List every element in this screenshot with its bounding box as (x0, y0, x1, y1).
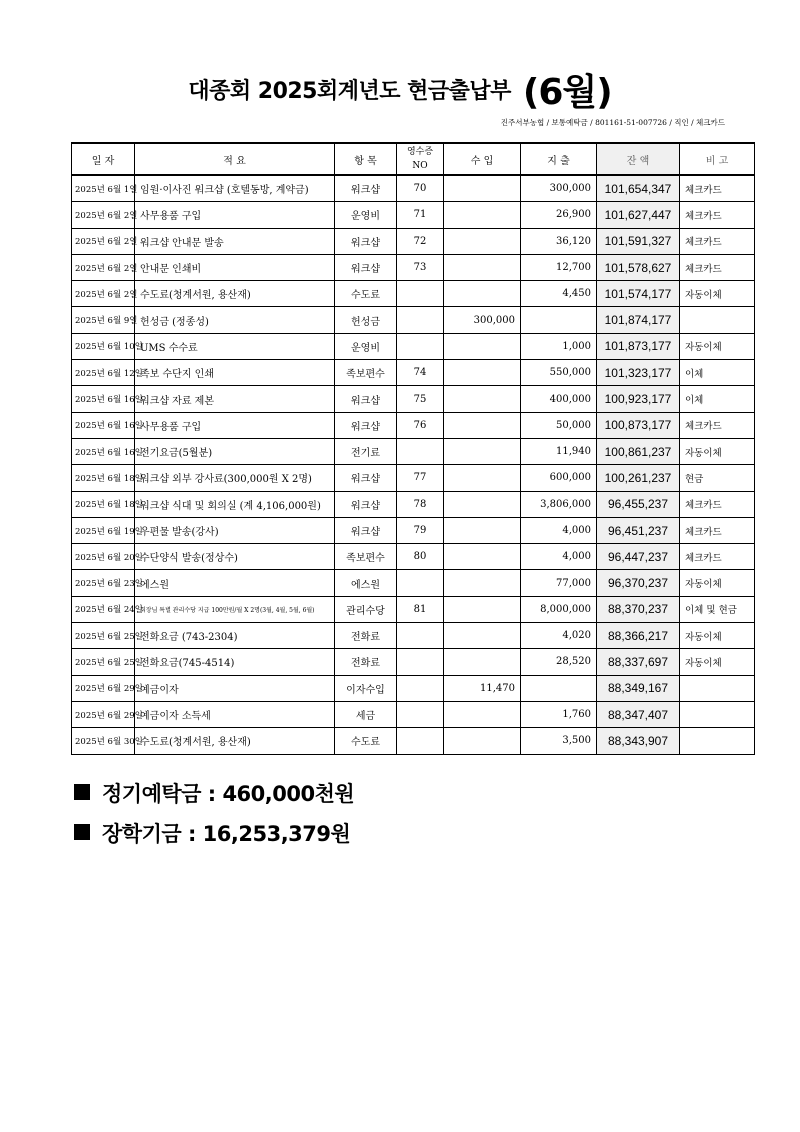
cell-item: 에스원 (335, 570, 397, 596)
cell-receipt-no: 79 (397, 517, 444, 543)
cell-receipt-no: 81 (397, 596, 444, 622)
cell-receipt-no (397, 675, 444, 701)
cell-balance: 96,451,237 (597, 517, 680, 543)
cell-expense: 4,000 (521, 517, 597, 543)
cell-item: 워크샵 (335, 254, 397, 280)
summary-text: 정기예탁금 : 460,000천원 (102, 782, 355, 806)
cell-income: 300,000 (444, 307, 521, 333)
table-row (72, 333, 755, 359)
cell-item: 족보편수 (335, 544, 397, 570)
cell-income (444, 728, 521, 754)
cell-date: 2025년 6월 16일 (72, 412, 135, 438)
cell-expense: 550,000 (521, 360, 597, 386)
cell-item: 헌성금 (335, 307, 397, 333)
cell-date: 2025년 6월 29일 (72, 701, 135, 727)
col-header-expense: 지 출 (521, 143, 597, 175)
table-row (72, 307, 755, 333)
cell-balance: 100,923,177 (597, 386, 680, 412)
table-row (72, 570, 755, 596)
square-bullet-icon (74, 784, 90, 800)
table-header-row (72, 143, 755, 175)
cell-description: 헌성금 (정종성) (135, 307, 335, 333)
cell-remarks: 자동이체 (680, 570, 755, 596)
table-row (72, 360, 755, 386)
cell-balance: 101,578,627 (597, 254, 680, 280)
cell-item: 족보편수 (335, 360, 397, 386)
cell-balance: 101,627,447 (597, 202, 680, 228)
cell-receipt-no (397, 570, 444, 596)
table-row (72, 281, 755, 307)
col-header-receipt-no: 영수증 NO (397, 143, 444, 175)
cell-date: 2025년 6월 18일 (72, 491, 135, 517)
cell-receipt-no (397, 333, 444, 359)
table-row (72, 254, 755, 280)
cell-expense: 1,760 (521, 701, 597, 727)
summary-fixed-deposit (74, 778, 354, 808)
cell-income (444, 517, 521, 543)
cell-expense: 1,000 (521, 333, 597, 359)
cell-item: 워크샵 (335, 386, 397, 412)
cell-date: 2025년 6월 16일 (72, 438, 135, 464)
cell-income (444, 175, 521, 202)
cell-date: 2025년 6월 18일 (72, 465, 135, 491)
cell-description: 에스원 (135, 570, 335, 596)
title-month: (6월) (522, 72, 612, 113)
cell-income (444, 544, 521, 570)
cell-description: 사무용품 구입 (135, 412, 335, 438)
cell-receipt-no (397, 623, 444, 649)
cell-description: 전기요금(5월분) (135, 438, 335, 464)
cell-balance: 88,366,217 (597, 623, 680, 649)
col-header-remarks: 비 고 (680, 143, 755, 175)
cell-description: 사무용품 구입 (135, 202, 335, 228)
table-row (72, 649, 755, 675)
cell-balance: 100,861,237 (597, 438, 680, 464)
cell-remarks (680, 307, 755, 333)
cell-remarks (680, 675, 755, 701)
cell-remarks: 체크카드 (680, 202, 755, 228)
cell-date: 2025년 6월 23일 (72, 570, 135, 596)
cell-date: 2025년 6월 2일 (72, 254, 135, 280)
cell-balance: 96,455,237 (597, 491, 680, 517)
summary-text: 장학기금 : 16,253,379원 (102, 822, 351, 846)
cell-income (444, 438, 521, 464)
cell-expense: 4,020 (521, 623, 597, 649)
cell-balance: 88,349,167 (597, 675, 680, 701)
cell-description: 수단양식 발송(정상수) (135, 544, 335, 570)
account-info: 진주서부농협 / 보통예탁금 / 801161-51-007726 / 직인 / 체크카드 (500, 118, 725, 127)
cell-date: 2025년 6월 24일 (72, 596, 135, 622)
cell-item: 워크샵 (335, 228, 397, 254)
cell-expense: 50,000 (521, 412, 597, 438)
cell-expense: 600,000 (521, 465, 597, 491)
cell-balance: 101,574,177 (597, 281, 680, 307)
cell-income (444, 623, 521, 649)
cell-remarks: 자동이체 (680, 649, 755, 675)
table-row (72, 544, 755, 570)
table-row (72, 228, 755, 254)
cell-date: 2025년 6월 19일 (72, 517, 135, 543)
cell-item: 운영비 (335, 202, 397, 228)
cell-date: 2025년 6월 9일 (72, 307, 135, 333)
cell-balance: 100,873,177 (597, 412, 680, 438)
cell-income (444, 465, 521, 491)
cell-expense: 26,900 (521, 202, 597, 228)
table-row (72, 412, 755, 438)
cell-expense: 8,000,000 (521, 596, 597, 622)
table-row (72, 675, 755, 701)
cell-remarks: 체크카드 (680, 491, 755, 517)
table-row (72, 728, 755, 754)
cell-item: 전화료 (335, 623, 397, 649)
cell-expense: 300,000 (521, 175, 597, 202)
cell-balance: 96,370,237 (597, 570, 680, 596)
cell-remarks: 체크카드 (680, 175, 755, 202)
cell-receipt-no: 74 (397, 360, 444, 386)
cell-balance: 96,447,237 (597, 544, 680, 570)
cell-balance: 88,370,237 (597, 596, 680, 622)
cash-ledger-table (71, 142, 755, 755)
cell-receipt-no: 72 (397, 228, 444, 254)
cell-receipt-no (397, 438, 444, 464)
cell-income (444, 596, 521, 622)
cell-item: 전기료 (335, 438, 397, 464)
table-row (72, 701, 755, 727)
cell-receipt-no (397, 649, 444, 675)
cell-description: 수도료(청계서원, 용산재) (135, 728, 335, 754)
summary-scholarship-fund (74, 818, 350, 848)
cell-description: 워크샵 식대 및 회의실 (계 4,106,000원) (135, 491, 335, 517)
ledger-body (72, 175, 755, 754)
cell-remarks: 자동이체 (680, 623, 755, 649)
table-row (72, 623, 755, 649)
cell-expense (521, 307, 597, 333)
cell-expense: 4,000 (521, 544, 597, 570)
cell-remarks: 자동이체 (680, 438, 755, 464)
cell-income (444, 254, 521, 280)
cell-receipt-no: 76 (397, 412, 444, 438)
cell-item: 관리수당 (335, 596, 397, 622)
cell-income (444, 281, 521, 307)
cell-expense (521, 675, 597, 701)
cell-date: 2025년 6월 1일 (72, 175, 135, 202)
cell-expense: 77,000 (521, 570, 597, 596)
cell-remarks: 현금 (680, 465, 755, 491)
cell-description: 회장님 특별 관리수당 지급 100만원/월 X 2명(3월, 4월, 5월, 6월) (135, 596, 335, 622)
cell-receipt-no (397, 728, 444, 754)
cell-description: 안내문 인쇄비 (135, 254, 335, 280)
cell-balance: 101,873,177 (597, 333, 680, 359)
cell-remarks: 체크카드 (680, 412, 755, 438)
cell-balance: 101,874,177 (597, 307, 680, 333)
cell-balance: 88,337,697 (597, 649, 680, 675)
cell-income (444, 649, 521, 675)
cell-expense: 3,806,000 (521, 491, 597, 517)
cell-date: 2025년 6월 16일 (72, 386, 135, 412)
cell-description: UMS 수수료 (135, 333, 335, 359)
cell-remarks: 이체 (680, 386, 755, 412)
cell-description: 워크샵 자료 제본 (135, 386, 335, 412)
cell-description: 임원·이사진 워크샵 (호텔동방, 계약금) (135, 175, 335, 202)
cell-item: 전화료 (335, 649, 397, 675)
col-header-balance: 잔 액 (597, 143, 680, 175)
cell-item: 운영비 (335, 333, 397, 359)
cell-income: 11,470 (444, 675, 521, 701)
cell-item: 수도료 (335, 728, 397, 754)
cell-description: 워크샵 안내문 발송 (135, 228, 335, 254)
cell-receipt-no: 70 (397, 175, 444, 202)
cell-description: 족보 수단지 인쇄 (135, 360, 335, 386)
cell-description: 전화요금(745-4514) (135, 649, 335, 675)
table-row (72, 202, 755, 228)
table-row (72, 386, 755, 412)
cell-remarks: 체크카드 (680, 254, 755, 280)
cell-remarks: 체크카드 (680, 228, 755, 254)
cell-description: 우편물 발송(강사) (135, 517, 335, 543)
title-text: 대종회 2025회계년도 현금출납부 (188, 79, 511, 104)
cell-income (444, 333, 521, 359)
cell-income (444, 491, 521, 517)
cell-receipt-no: 77 (397, 465, 444, 491)
cell-date: 2025년 6월 2일 (72, 281, 135, 307)
cell-expense: 28,520 (521, 649, 597, 675)
cell-date: 2025년 6월 29일 (72, 675, 135, 701)
cell-income (444, 570, 521, 596)
cell-date: 2025년 6월 30일 (72, 728, 135, 754)
cell-receipt-no: 80 (397, 544, 444, 570)
col-header-item: 항 목 (335, 143, 397, 175)
cell-item: 수도료 (335, 281, 397, 307)
table-row (72, 491, 755, 517)
col-header-date: 일 자 (72, 143, 135, 175)
cell-date: 2025년 6월 2일 (72, 228, 135, 254)
cell-description: 예금이자 (135, 675, 335, 701)
cell-expense: 3,500 (521, 728, 597, 754)
cell-receipt-no (397, 281, 444, 307)
cell-remarks: 이체 및 현금 (680, 596, 755, 622)
cell-date: 2025년 6월 25일 (72, 623, 135, 649)
cell-receipt-no: 75 (397, 386, 444, 412)
square-bullet-icon (74, 824, 90, 840)
col-header-description: 적 요 (135, 143, 335, 175)
cell-date: 2025년 6월 25일 (72, 649, 135, 675)
cell-date: 2025년 6월 10일 (72, 333, 135, 359)
cell-item: 워크샵 (335, 465, 397, 491)
cell-date: 2025년 6월 20일 (72, 544, 135, 570)
cell-expense: 400,000 (521, 386, 597, 412)
cell-expense: 12,700 (521, 254, 597, 280)
cell-balance: 101,654,347 (597, 175, 680, 202)
cell-receipt-no (397, 701, 444, 727)
cell-item: 워크샵 (335, 412, 397, 438)
cell-description: 워크샵 외부 강사료(300,000원 X 2명) (135, 465, 335, 491)
ledger-title (0, 64, 800, 116)
cell-item: 워크샵 (335, 175, 397, 202)
cell-remarks: 자동이체 (680, 281, 755, 307)
cell-remarks: 이체 (680, 360, 755, 386)
cell-expense: 36,120 (521, 228, 597, 254)
table-row (72, 596, 755, 622)
cell-receipt-no: 78 (397, 491, 444, 517)
cell-balance: 88,343,907 (597, 728, 680, 754)
cell-item: 워크샵 (335, 517, 397, 543)
cell-description: 전화요금 (743-2304) (135, 623, 335, 649)
cell-receipt-no: 71 (397, 202, 444, 228)
cell-income (444, 386, 521, 412)
cell-income (444, 412, 521, 438)
cell-receipt-no: 73 (397, 254, 444, 280)
cell-income (444, 360, 521, 386)
cell-income (444, 228, 521, 254)
cell-balance: 100,261,237 (597, 465, 680, 491)
cell-item: 워크샵 (335, 491, 397, 517)
cell-receipt-no (397, 307, 444, 333)
cell-description: 수도료(청계서원, 용산재) (135, 281, 335, 307)
cell-remarks: 체크카드 (680, 517, 755, 543)
cell-balance: 88,347,407 (597, 701, 680, 727)
cell-date: 2025년 6월 12일 (72, 360, 135, 386)
cell-remarks: 자동이체 (680, 333, 755, 359)
table-row (72, 465, 755, 491)
cell-income (444, 202, 521, 228)
table-row (72, 517, 755, 543)
cell-remarks (680, 728, 755, 754)
col-header-income: 수 입 (444, 143, 521, 175)
cell-remarks: 체크카드 (680, 544, 755, 570)
cell-expense: 11,940 (521, 438, 597, 464)
cell-remarks (680, 701, 755, 727)
cell-expense: 4,450 (521, 281, 597, 307)
cell-income (444, 701, 521, 727)
cell-date: 2025년 6월 2일 (72, 202, 135, 228)
table-row (72, 175, 755, 202)
table-row (72, 438, 755, 464)
cell-balance: 101,323,177 (597, 360, 680, 386)
cell-description: 예금이자 소득세 (135, 701, 335, 727)
cell-balance: 101,591,327 (597, 228, 680, 254)
cell-item: 세금 (335, 701, 397, 727)
cell-item: 이자수입 (335, 675, 397, 701)
